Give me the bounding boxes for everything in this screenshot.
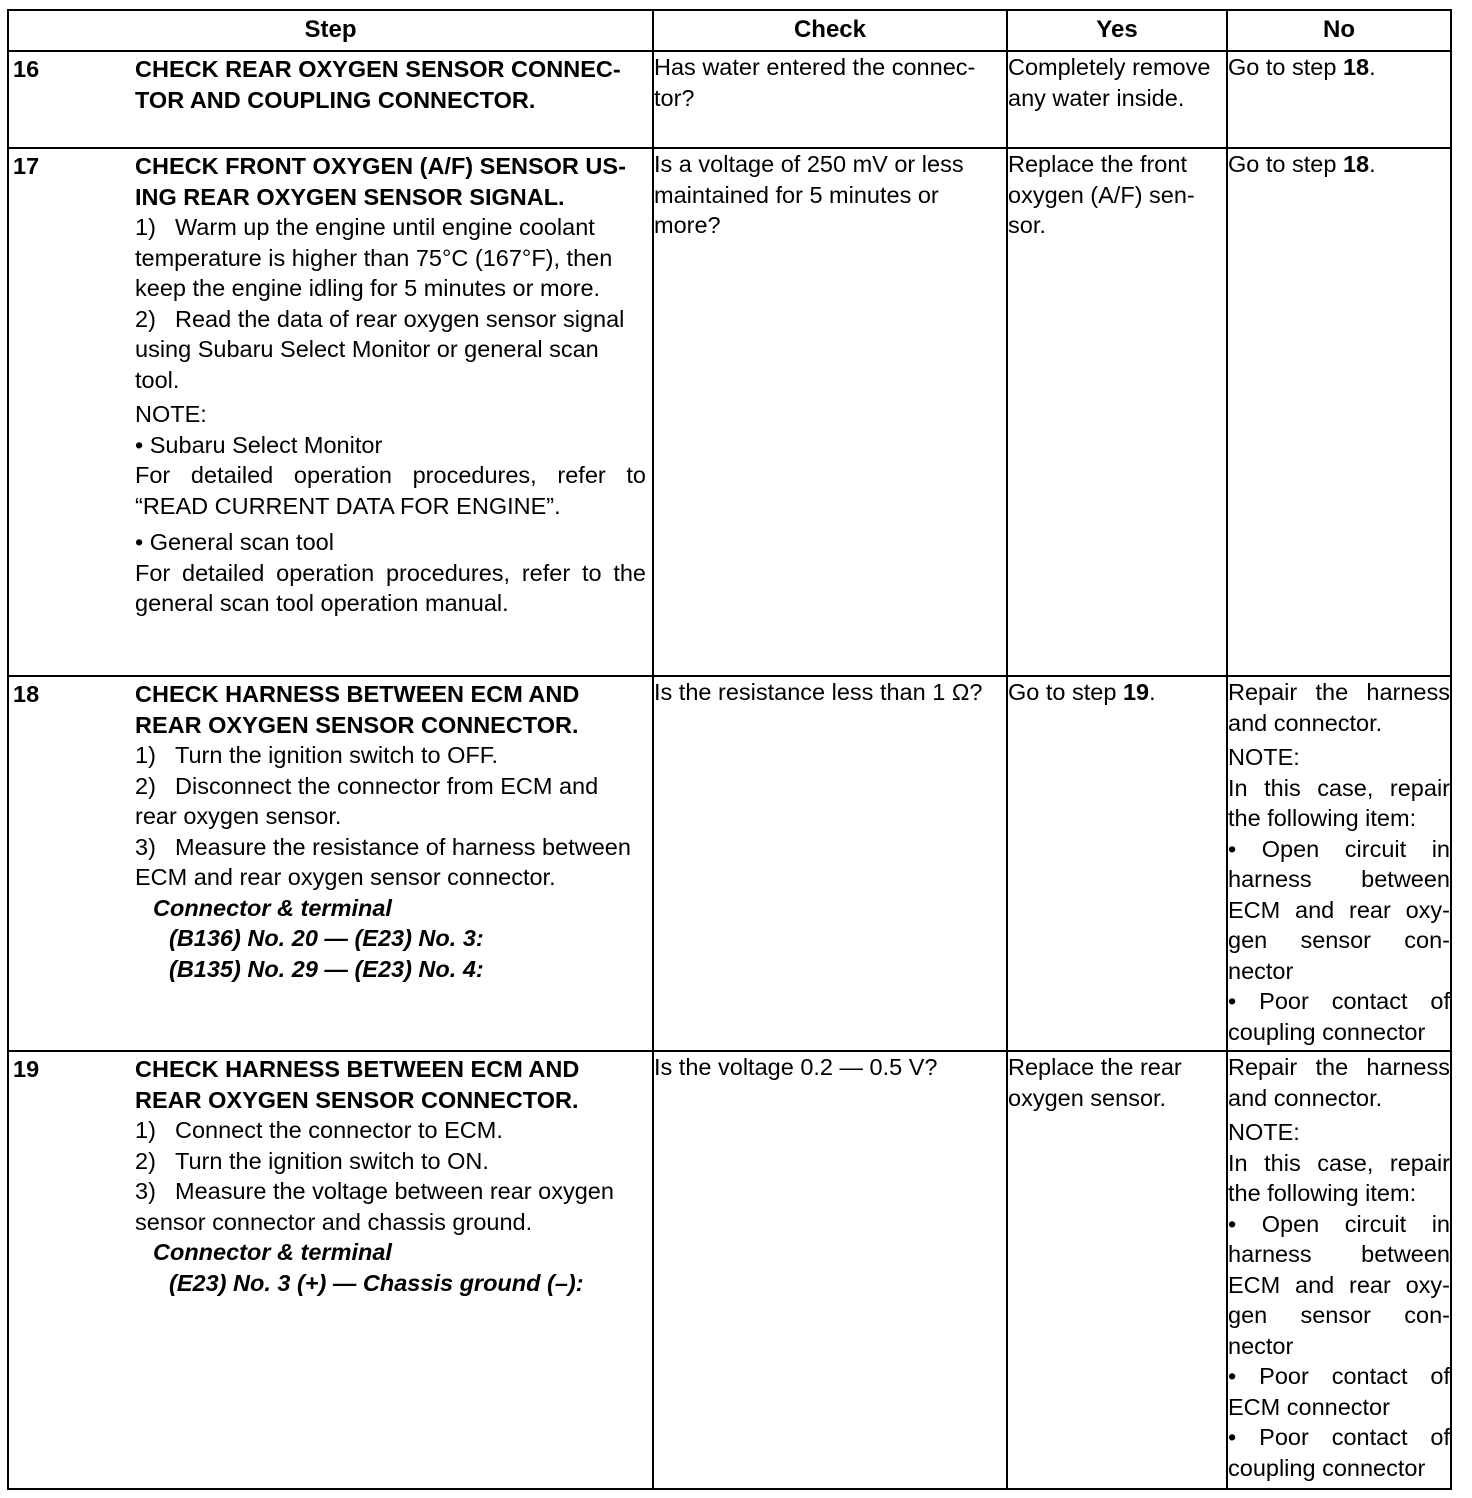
diagnostic-table (7, 9, 1452, 1490)
header-no: No (1227, 10, 1451, 51)
note-text: For detailed operation procedures, refer to “READ CURRENT DATA FOR ENGINE”. (135, 462, 646, 519)
item-number: 3) (135, 833, 156, 860)
note-bullet: • Open circuit in harness between ECM and rear oxy-gen sensor con-nector (1228, 835, 1450, 984)
note-bullet: • Open circuit in harness between ECM and rear oxy-gen sensor con-nector (1228, 1210, 1450, 1359)
step-title: CHECK REAR OXYGEN SENSOR CONNEC-TOR AND COUPLING CONNECTOR. (135, 56, 621, 113)
no-suffix: . (1369, 151, 1376, 177)
item-text: Read the data of rear oxygen sensor signal using Subaru Select Monitor or general scan tool. (135, 305, 625, 393)
note-bullet: • Poor contact of coupling connector (1228, 988, 1450, 1045)
no-cell (1227, 676, 1451, 1051)
item-text: Connect the connector to ECM. (175, 1117, 503, 1143)
table-row (8, 676, 1451, 1051)
connector-label: Connector & terminal (153, 894, 392, 921)
no-text: Repair the harness and connector. (1228, 679, 1450, 736)
connector-pin: (B135) No. 29 — (E23) No. 4: (169, 955, 484, 982)
yes-cell: Completely remove any water inside. (1007, 51, 1227, 148)
no-step-ref: 18 (1342, 151, 1370, 177)
header-step: Step (8, 10, 653, 51)
no-cell (1227, 51, 1451, 148)
yes-text: Go to step (1008, 679, 1123, 705)
procedure-item (135, 771, 646, 832)
item-number: 1) (135, 214, 156, 240)
table-row (8, 148, 1451, 676)
note-bullet: • Poor contact of ECM connector (1228, 1363, 1450, 1420)
item-text: Warm up the engine until engine coolant temperature is higher than 75°C (167°F), then keep the engine idling for 5 minutes or more. (135, 214, 613, 301)
step-number: 16 (13, 56, 40, 82)
step-number: 19 (13, 1056, 40, 1082)
item-number: 1) (135, 1117, 156, 1143)
no-cell (1227, 1051, 1451, 1489)
procedure-item (135, 740, 646, 771)
procedure-item (135, 832, 646, 893)
note-bullet: • General scan tool (135, 529, 334, 555)
procedure-item (135, 1115, 646, 1146)
check-cell: Has water entered the connec-tor? (653, 51, 1007, 148)
step-title: CHECK HARNESS BETWEEN ECM AND REAR OXYGEN SENSOR CONNECTOR. (135, 681, 580, 738)
step-number: 18 (13, 681, 40, 707)
check-cell: Is the voltage 0.2 — 0.5 V? (653, 1051, 1007, 1489)
step-cell (8, 1051, 653, 1489)
no-cell (1227, 148, 1451, 676)
no-text: Go to step (1228, 54, 1343, 80)
note-bullet: • Subaru Select Monitor (135, 431, 383, 458)
note-label: NOTE: (1228, 744, 1300, 770)
connector-label: Connector & terminal (153, 1239, 392, 1265)
item-number: 2) (135, 1147, 156, 1174)
no-suffix: . (1369, 54, 1376, 80)
step-title: CHECK HARNESS BETWEEN ECM AND REAR OXYGEN SENSOR CONNECTOR. (135, 1056, 580, 1113)
step-cell (8, 148, 653, 676)
header-yes: Yes (1007, 10, 1227, 51)
yes-step-ref: 19 (1122, 679, 1150, 705)
yes-suffix: . (1149, 679, 1156, 705)
no-step-ref: 18 (1342, 54, 1370, 80)
header-check: Check (653, 10, 1007, 51)
note-label: NOTE: (1228, 1119, 1300, 1145)
item-text: Disconnect the connector from ECM and rear oxygen sensor. (135, 772, 599, 829)
header-row (8, 10, 1451, 51)
step-number: 17 (13, 153, 40, 179)
connector-pin: (E23) No. 3 (+) — Chassis ground (–): (169, 1269, 584, 1296)
procedure-item (135, 212, 646, 304)
step-cell (8, 676, 653, 1051)
no-text: Repair the harness and connector. (1228, 1054, 1450, 1111)
item-text: Turn the ignition switch to ON. (175, 1147, 489, 1174)
item-text: Turn the ignition switch to OFF. (175, 742, 499, 768)
note-text: In this case, repair the following item: (1228, 774, 1450, 831)
yes-cell (1007, 676, 1227, 1051)
item-number: 2) (135, 772, 156, 799)
table-row (8, 1051, 1451, 1489)
item-number: 3) (135, 1178, 156, 1204)
no-text: Go to step (1228, 151, 1343, 177)
item-text: Measure the resistance of harness between ECM and rear oxygen sensor connector. (135, 833, 631, 890)
procedure-item (135, 1176, 646, 1237)
yes-cell: Replace the rear oxygen sensor. (1007, 1051, 1227, 1489)
step-cell (8, 51, 653, 148)
yes-cell: Replace the front oxygen (A/F) sen-sor. (1007, 148, 1227, 676)
item-number: 1) (135, 742, 156, 768)
note-text: For detailed operation procedures, refer to the general scan tool operation manual. (135, 559, 646, 616)
table-row (8, 51, 1451, 148)
check-cell: Is the resistance less than 1 Ω? (653, 676, 1007, 1051)
item-text: Measure the voltage between rear oxygen sensor connector and chassis ground. (135, 1178, 614, 1235)
step-title: CHECK FRONT OXYGEN (A/F) SENSOR US-ING REAR OXYGEN SENSOR SIGNAL. (135, 153, 626, 210)
connector-pin: (B136) No. 20 — (E23) No. 3: (169, 925, 484, 951)
note-text: In this case, repair the following item: (1228, 1149, 1450, 1206)
procedure-item (135, 304, 646, 396)
item-number: 2) (135, 305, 156, 332)
check-cell: Is a voltage of 250 mV or less maintained for 5 minutes or more? (653, 148, 1007, 676)
note-label: NOTE: (135, 401, 207, 427)
note-bullet: • Poor contact of coupling connector (1228, 1424, 1450, 1481)
procedure-item (135, 1146, 646, 1177)
